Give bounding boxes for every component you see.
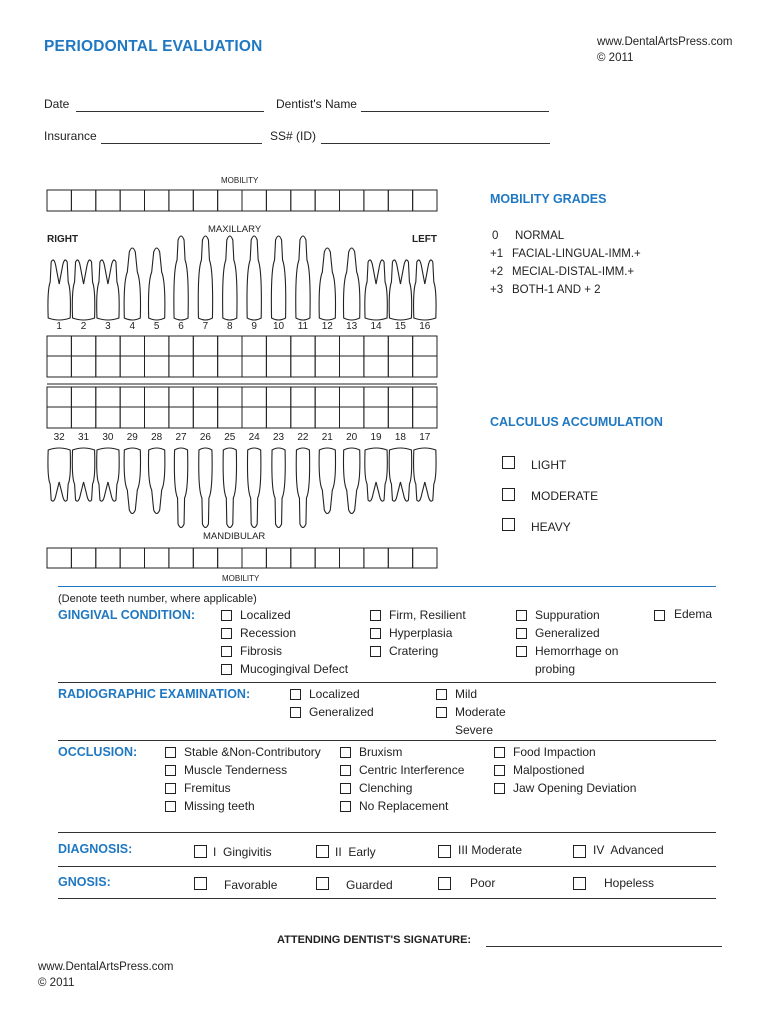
- chart-cell[interactable]: [218, 190, 242, 211]
- maxillary-teeth: [48, 236, 436, 320]
- chart-cell[interactable]: [218, 407, 242, 428]
- occlusion-checkbox[interactable]: [494, 783, 505, 794]
- gingival-fibrosis-checkbox[interactable]: [221, 646, 232, 657]
- mobility-grade-code: +1: [490, 248, 504, 260]
- chart-cell[interactable]: [47, 190, 71, 211]
- mobility-grade-code: 0: [492, 230, 499, 242]
- occlusion-checkbox[interactable]: [340, 747, 351, 758]
- chart-cell[interactable]: [266, 548, 290, 568]
- lower-tooth: [389, 448, 412, 501]
- left-label: LEFT: [412, 234, 437, 245]
- upper-tooth: [148, 248, 164, 320]
- chart-cell[interactable]: [340, 407, 364, 428]
- diagnosis-title: DIAGNOSIS:: [58, 842, 133, 856]
- chart-cell[interactable]: [413, 356, 437, 377]
- radiographic-localized-checkbox[interactable]: [290, 689, 301, 700]
- section-divider: [58, 586, 716, 587]
- chart-cell[interactable]: [145, 387, 169, 407]
- occlusion-option-label: Malpostioned: [513, 763, 585, 777]
- radiographic-option-label: Moderate: [455, 705, 506, 719]
- chart-cell[interactable]: [388, 407, 412, 428]
- tooth-number: 13: [346, 321, 358, 332]
- occlusion-option-label: Muscle Tenderness: [184, 763, 288, 777]
- occlusion-option-label: Missing teeth: [184, 799, 255, 813]
- gingival-option-label: Edema: [674, 607, 713, 621]
- chart-cell[interactable]: [315, 190, 339, 211]
- lower-tooth: [48, 448, 71, 501]
- mobility-grid-bottom: [47, 548, 437, 568]
- mandibular-teeth: [48, 448, 436, 528]
- gnosis-title: GNOSIS:: [58, 875, 111, 889]
- tooth-number: 8: [227, 321, 233, 332]
- diagnosis-option-label: II Early: [335, 845, 376, 859]
- mobility-grade-code: +3: [490, 284, 504, 296]
- gingival-option-label: Suppuration: [535, 608, 600, 622]
- tooth-number: 24: [248, 432, 260, 443]
- lower-tooth: [124, 448, 140, 514]
- occlusion-checkbox[interactable]: [340, 765, 351, 776]
- chart-cell[interactable]: [47, 336, 71, 356]
- chart-cell[interactable]: [413, 387, 437, 407]
- occlusion-checkbox[interactable]: [494, 747, 505, 758]
- chart-cell[interactable]: [145, 356, 169, 377]
- chart-cell[interactable]: [291, 356, 315, 377]
- chart-cell[interactable]: [169, 356, 193, 377]
- gnosis-option-label: Hopeless: [604, 876, 655, 890]
- tooth-number: 22: [297, 432, 309, 443]
- radiographic-option-label: Generalized: [309, 705, 374, 719]
- upper-tooth: [343, 248, 359, 320]
- mobility-grade-text: BOTH-1 AND + 2: [512, 284, 601, 296]
- chart-cell[interactable]: [169, 407, 193, 428]
- chart-cell[interactable]: [315, 407, 339, 428]
- mobility-grid-top: [47, 190, 437, 211]
- chart-cell[interactable]: [388, 387, 412, 407]
- radiographic-option-label: Localized: [309, 687, 360, 701]
- chart-cell[interactable]: [413, 548, 437, 568]
- chart-cell[interactable]: [47, 356, 71, 377]
- gingival-recession-checkbox[interactable]: [221, 628, 232, 639]
- ssn-label: SS# (ID): [270, 129, 317, 143]
- occlusion-option-label: Stable &Non-Contributory: [184, 745, 321, 759]
- tooth-number: 17: [419, 432, 431, 443]
- lower-tooth: [223, 448, 236, 528]
- chart-cell[interactable]: [218, 387, 242, 407]
- gnosis-checkbox[interactable]: [316, 877, 329, 890]
- upper-pocket-grid: [47, 336, 437, 377]
- chart-cell[interactable]: [218, 356, 242, 377]
- occlusion-checkbox[interactable]: [340, 801, 351, 812]
- gingival-option-label: Recession: [240, 626, 297, 640]
- gingival-cratering-checkbox[interactable]: [370, 646, 381, 657]
- chart-cell[interactable]: [71, 356, 95, 377]
- upper-tooth: [124, 248, 140, 320]
- chart-cell[interactable]: [413, 336, 437, 356]
- chart-cell[interactable]: [266, 407, 290, 428]
- chart-cell[interactable]: [291, 548, 315, 568]
- chart-cell[interactable]: [388, 190, 412, 211]
- chart-cell[interactable]: [364, 548, 388, 568]
- chart-cell[interactable]: [145, 190, 169, 211]
- upper-tooth: [223, 236, 237, 320]
- gingival-suppuration-checkbox[interactable]: [516, 610, 527, 621]
- chart-cell[interactable]: [315, 387, 339, 407]
- tooth-number: 25: [224, 432, 236, 443]
- tooth-number: 2: [80, 321, 87, 332]
- occlusion-option-label: Bruxism: [359, 745, 403, 759]
- lower-tooth: [319, 448, 335, 514]
- calculus-title: CALCULUS ACCUMULATION: [490, 415, 663, 429]
- header-website: www.DentalArtsPress.com: [597, 36, 733, 48]
- chart-cell[interactable]: [71, 190, 95, 211]
- lower-tooth: [174, 448, 187, 528]
- radiographic-option-label: Severe: [455, 723, 494, 737]
- radiographic-moderate-checkbox[interactable]: [436, 707, 447, 718]
- diagnosis-option-label: III Moderate: [458, 843, 523, 857]
- tooth-number: 21: [321, 432, 333, 443]
- tooth-number: 32: [53, 432, 65, 443]
- dentist-name-label: Dentist's Name: [276, 97, 357, 111]
- chart-cell[interactable]: [266, 190, 290, 211]
- occlusion-checkbox[interactable]: [165, 801, 176, 812]
- radiographic-generalized-checkbox[interactable]: [290, 707, 301, 718]
- chart-cell[interactable]: [340, 336, 364, 356]
- occlusion-option-label: Centric Interference: [359, 763, 465, 777]
- tooth-number: 19: [370, 432, 382, 443]
- tooth-number: 4: [129, 321, 136, 332]
- occlusion-checkbox[interactable]: [340, 783, 351, 794]
- upper-tooth: [271, 236, 285, 320]
- upper-tooth: [48, 260, 71, 320]
- gingival-firm-checkbox[interactable]: [370, 610, 381, 621]
- signature-label: ATTENDING DENTIST'S SIGNATURE:: [277, 934, 472, 946]
- tooth-number: 28: [151, 432, 163, 443]
- chart-cell[interactable]: [193, 336, 217, 356]
- chart-cell[interactable]: [145, 336, 169, 356]
- chart-cell[interactable]: [364, 407, 388, 428]
- upper-tooth: [198, 236, 212, 320]
- chart-cell[interactable]: [120, 190, 144, 211]
- lower-tooth: [414, 448, 437, 501]
- chart-cell[interactable]: [169, 548, 193, 568]
- tooth-number: 29: [126, 432, 138, 443]
- gingival-option-label: Fibrosis: [240, 644, 283, 658]
- header-copyright: © 2011: [597, 52, 634, 64]
- chart-cell[interactable]: [242, 548, 266, 568]
- note-text: (Denote teeth number, where applicable): [58, 593, 257, 605]
- gingival-option-label: probing: [535, 662, 576, 676]
- calculus-light-checkbox[interactable]: [502, 456, 515, 469]
- chart-cell[interactable]: [96, 387, 120, 407]
- section-divider: [58, 832, 716, 833]
- gingival-edema-checkbox[interactable]: [654, 610, 665, 621]
- upper-tooth: [174, 236, 188, 320]
- chart-cell[interactable]: [145, 548, 169, 568]
- lower-tooth: [97, 448, 120, 501]
- chart-cell[interactable]: [120, 407, 144, 428]
- chart-cell[interactable]: [169, 336, 193, 356]
- chart-cell[interactable]: [340, 190, 364, 211]
- chart-cell[interactable]: [96, 356, 120, 377]
- tooth-number: 9: [251, 321, 257, 332]
- lower-tooth: [72, 448, 95, 501]
- upper-tooth: [414, 260, 437, 320]
- upper-tooth: [296, 236, 310, 320]
- chart-cell[interactable]: [291, 336, 315, 356]
- gingival-option-label: Localized: [240, 608, 291, 622]
- chart-cell[interactable]: [242, 336, 266, 356]
- tooth-number: 15: [394, 321, 406, 332]
- upper-tooth: [389, 260, 412, 320]
- tooth-number: 6: [178, 321, 184, 332]
- tooth-number: 20: [346, 432, 358, 443]
- gnosis-option-label: Favorable: [224, 878, 278, 892]
- lower-tooth: [199, 448, 212, 528]
- diagnosis-checkbox[interactable]: [194, 845, 207, 858]
- gingival-generalized-checkbox[interactable]: [516, 628, 527, 639]
- tooth-number: 3: [105, 321, 111, 332]
- tooth-number: 18: [394, 432, 406, 443]
- diagnosis-option-label: IV Advanced: [593, 843, 664, 857]
- radiographic-title: RADIOGRAPHIC EXAMINATION:: [58, 687, 251, 701]
- radiographic-option-label: Mild: [455, 687, 478, 701]
- chart-cell[interactable]: [169, 387, 193, 407]
- mobility-grade-text: NORMAL: [515, 230, 565, 242]
- tooth-number: 12: [321, 321, 333, 332]
- radiographic-mild-checkbox[interactable]: [436, 689, 447, 700]
- gingival-hemorrhage-checkbox[interactable]: [516, 646, 527, 657]
- chart-cell[interactable]: [315, 336, 339, 356]
- occlusion-title: OCCLUSION:: [58, 745, 138, 759]
- section-divider: [58, 682, 716, 683]
- chart-cell[interactable]: [266, 387, 290, 407]
- tooth-number: 23: [273, 432, 285, 443]
- chart-cell[interactable]: [120, 387, 144, 407]
- gnosis-checkbox[interactable]: [573, 877, 586, 890]
- gingival-hyperplasia-checkbox[interactable]: [370, 628, 381, 639]
- diagnosis-option-label: I Gingivitis: [213, 845, 272, 859]
- lower-tooth: [247, 448, 260, 528]
- chart-cell[interactable]: [364, 356, 388, 377]
- occlusion-checkbox[interactable]: [165, 765, 176, 776]
- mandibular-label: MANDIBULAR: [203, 531, 266, 542]
- chart-cell[interactable]: [340, 548, 364, 568]
- occlusion-checkbox[interactable]: [494, 765, 505, 776]
- chart-cell[interactable]: [145, 407, 169, 428]
- right-label: RIGHT: [47, 234, 79, 245]
- chart-cell[interactable]: [96, 190, 120, 211]
- mobility-grade-text: MECIAL-DISTAL-IMM.+: [512, 266, 635, 278]
- chart-cell[interactable]: [388, 336, 412, 356]
- chart-cell[interactable]: [413, 407, 437, 428]
- lower-tooth: [148, 448, 164, 514]
- occlusion-option-label: Jaw Opening Deviation: [513, 781, 637, 795]
- gingival-title: GINGIVAL CONDITION:: [58, 608, 196, 622]
- chart-cell[interactable]: [242, 387, 266, 407]
- gingival-option-label: Cratering: [389, 644, 439, 658]
- chart-cell[interactable]: [315, 548, 339, 568]
- occlusion-option-label: Clenching: [359, 781, 413, 795]
- upper-tooth: [319, 248, 335, 320]
- calculus-heavy-label: HEAVY: [531, 520, 571, 534]
- chart-cell[interactable]: [47, 548, 71, 568]
- gingival-localized-checkbox[interactable]: [221, 610, 232, 621]
- upper-tooth: [72, 260, 95, 320]
- calculus-heavy-checkbox[interactable]: [502, 518, 515, 531]
- gingival-option-label: Firm, Resilient: [389, 608, 466, 622]
- chart-cell[interactable]: [120, 336, 144, 356]
- chart-cell[interactable]: [315, 356, 339, 377]
- occlusion-option-label: Food Impaction: [513, 745, 596, 759]
- tooth-number: 16: [419, 321, 431, 332]
- tooth-number: 10: [273, 321, 285, 332]
- chart-cell[interactable]: [242, 407, 266, 428]
- chart-cell[interactable]: [388, 356, 412, 377]
- chart-cell[interactable]: [218, 548, 242, 568]
- mobility-bottom-label: MOBILITY: [222, 574, 260, 583]
- section-divider: [58, 740, 716, 741]
- lower-pocket-grid: [47, 387, 437, 428]
- lower-tooth: [365, 448, 388, 501]
- tooth-number: 5: [153, 321, 160, 332]
- chart-cell[interactable]: [193, 548, 217, 568]
- page-title: PERIODONTAL EVALUATION: [44, 38, 263, 55]
- chart-cell[interactable]: [193, 190, 217, 211]
- chart-cell[interactable]: [71, 407, 95, 428]
- tooth-number: 30: [102, 432, 114, 443]
- mobility-grade-code: +2: [490, 266, 504, 278]
- date-label: Date: [44, 97, 70, 111]
- signature-field[interactable]: [486, 946, 722, 947]
- chart-cell[interactable]: [364, 190, 388, 211]
- chart-cell[interactable]: [120, 356, 144, 377]
- tooth-number: 11: [297, 321, 309, 332]
- chart-cell[interactable]: [96, 336, 120, 356]
- diagnosis-checkbox[interactable]: [573, 845, 586, 858]
- maxillary-label: MAXILLARY: [208, 224, 262, 235]
- gnosis-option-label: Guarded: [346, 878, 393, 892]
- chart-cell[interactable]: [364, 387, 388, 407]
- tooth-number: 14: [370, 321, 382, 332]
- occlusion-checkbox[interactable]: [165, 747, 176, 758]
- chart-cell[interactable]: [242, 190, 266, 211]
- calculus-light-label: LIGHT: [531, 458, 567, 472]
- chart-cell[interactable]: [96, 407, 120, 428]
- chart-cell[interactable]: [193, 407, 217, 428]
- chart-cell[interactable]: [291, 190, 315, 211]
- occlusion-option-label: No Replacement: [359, 799, 449, 813]
- chart-cell[interactable]: [266, 336, 290, 356]
- tooth-number: 27: [175, 432, 187, 443]
- occlusion-checkbox[interactable]: [165, 783, 176, 794]
- gnosis-checkbox[interactable]: [438, 877, 451, 890]
- gingival-option-label: Hemorrhage on: [535, 644, 619, 658]
- section-divider: [58, 898, 716, 899]
- gnosis-option-label: Poor: [470, 876, 496, 890]
- upper-tooth: [247, 236, 261, 320]
- diagnosis-checkbox[interactable]: [438, 845, 451, 858]
- gingival-option-label: Generalized: [535, 626, 600, 640]
- mobility-grades-title: MOBILITY GRADES: [490, 192, 607, 206]
- upper-tooth: [365, 260, 388, 320]
- lower-tooth: [296, 448, 309, 528]
- chart-cell[interactable]: [340, 387, 364, 407]
- chart-cell[interactable]: [47, 407, 71, 428]
- gingival-option-label: Mucogingival Defect: [240, 662, 349, 676]
- lower-tooth: [343, 448, 359, 514]
- mobility-top-label: MOBILITY: [221, 176, 259, 185]
- chart-cell[interactable]: [242, 356, 266, 377]
- chart-cell[interactable]: [120, 548, 144, 568]
- gingival-mucogingival-checkbox[interactable]: [221, 664, 232, 675]
- tooth-number: 1: [56, 321, 62, 332]
- tooth-number: 7: [202, 321, 209, 332]
- chart-cell[interactable]: [218, 336, 242, 356]
- insurance-label: Insurance: [44, 129, 97, 143]
- tooth-number: 31: [78, 432, 90, 443]
- tooth-number: 26: [199, 432, 211, 443]
- chart-cell[interactable]: [193, 356, 217, 377]
- upper-tooth: [97, 260, 120, 320]
- section-divider: [58, 866, 716, 867]
- gingival-option-label: Hyperplasia: [389, 626, 453, 640]
- calculus-moderate-checkbox[interactable]: [502, 488, 515, 501]
- chart-cell[interactable]: [266, 356, 290, 377]
- chart-cell[interactable]: [71, 336, 95, 356]
- occlusion-option-label: Fremitus: [184, 781, 231, 795]
- chart-cell[interactable]: [291, 387, 315, 407]
- chart-cell[interactable]: [388, 548, 412, 568]
- lower-tooth: [272, 448, 285, 528]
- chart-cell[interactable]: [47, 387, 71, 407]
- footer-copyright: © 2011: [38, 977, 75, 989]
- chart-cell[interactable]: [413, 190, 437, 211]
- chart-cell[interactable]: [193, 387, 217, 407]
- chart-cell[interactable]: [71, 548, 95, 568]
- chart-cell[interactable]: [71, 387, 95, 407]
- chart-cell[interactable]: [96, 548, 120, 568]
- gnosis-checkbox[interactable]: [194, 877, 207, 890]
- mobility-grade-text: FACIAL-LINGUAL-IMM.+: [512, 248, 641, 260]
- chart-cell[interactable]: [340, 356, 364, 377]
- diagnosis-checkbox[interactable]: [316, 845, 329, 858]
- calculus-moderate-label: MODERATE: [531, 489, 599, 503]
- footer-website: www.DentalArtsPress.com: [38, 961, 174, 973]
- chart-cell[interactable]: [364, 336, 388, 356]
- chart-cell[interactable]: [169, 190, 193, 211]
- chart-cell[interactable]: [291, 407, 315, 428]
